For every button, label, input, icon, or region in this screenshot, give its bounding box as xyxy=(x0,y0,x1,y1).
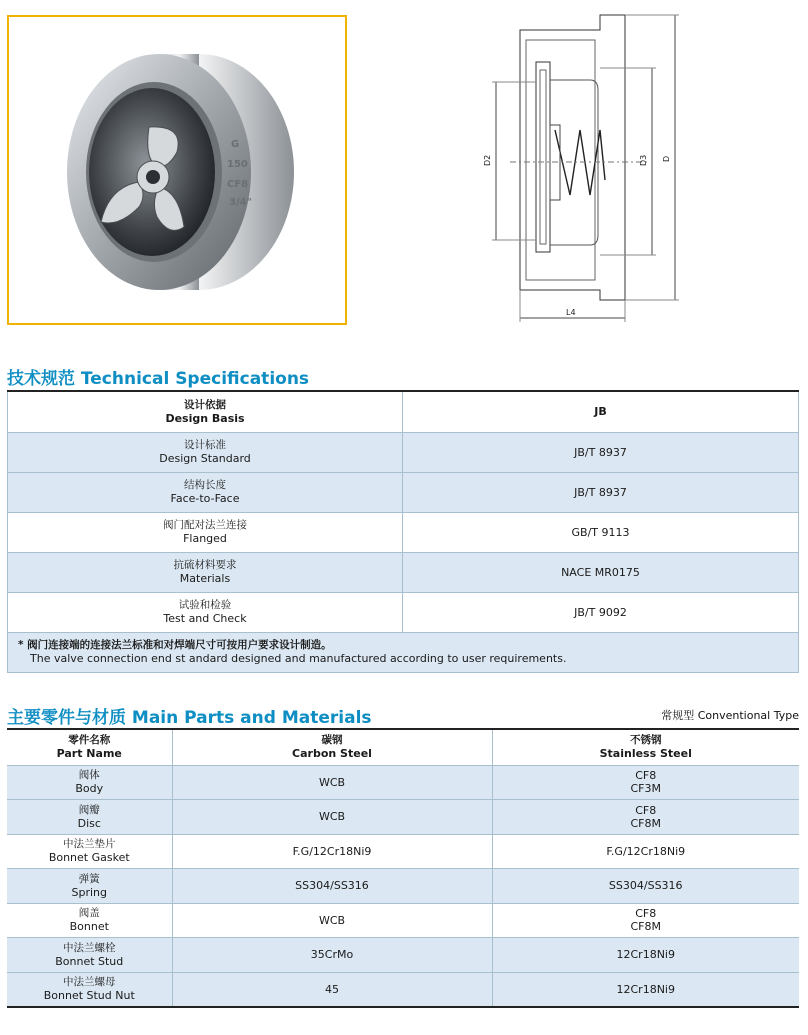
spec-row-en: Test and Check xyxy=(163,612,247,625)
carbon-steel-cell: WCB xyxy=(172,800,492,835)
part-name-cell xyxy=(7,869,172,904)
spec-row-value: GB/T 9113 xyxy=(403,512,799,552)
part-name-en: Bonnet Stud Nut xyxy=(43,989,135,1002)
stainless-value-alt: CF8M xyxy=(630,920,661,934)
parts-header-cell xyxy=(172,729,492,765)
spec-header-label xyxy=(8,391,403,432)
part-name-en: Disc xyxy=(77,816,101,830)
parts-row xyxy=(7,869,799,904)
part-name-en: Bonnet Stud xyxy=(55,954,124,968)
spec-header-value: JB xyxy=(403,391,799,432)
part-name-cn: 中法兰螺母 xyxy=(63,976,116,988)
cast-mark-size: 3/4" xyxy=(229,197,252,208)
spec-row-cn: 试验和检验 xyxy=(178,599,232,611)
part-name-cell xyxy=(7,938,172,973)
cast-mark-g: G xyxy=(231,139,240,150)
part-name-cell xyxy=(7,972,172,1007)
spec-row-label xyxy=(8,432,403,472)
check-valve-image xyxy=(9,17,345,323)
part-name-en: Spring xyxy=(71,885,107,899)
parts-row xyxy=(7,765,799,800)
spec-header-cn: 设计依据 xyxy=(184,398,226,411)
parts-header-cn: 零件名称 xyxy=(68,734,111,747)
spec-note-row xyxy=(8,632,799,672)
spec-row-label xyxy=(8,592,403,632)
spec-row-cn: 阀门配对法兰连接 xyxy=(163,519,247,531)
spec-row-en: Flanged xyxy=(183,532,227,545)
spec-row-en: Materials xyxy=(179,572,231,585)
part-name-cn: 阀盖 xyxy=(78,907,100,920)
parts-row xyxy=(7,903,799,938)
spec-row-label xyxy=(8,552,403,592)
parts-header-cn: 碳钢 xyxy=(321,734,343,747)
part-name-cn: 中法兰螺栓 xyxy=(63,941,116,954)
part-name-cell xyxy=(7,765,172,800)
part-name-cn: 阀瓣 xyxy=(78,803,100,816)
stainless-steel-cell: 12Cr18Ni9 xyxy=(492,972,799,1007)
spec-row-value: NACE MR0175 xyxy=(403,552,799,592)
spec-note xyxy=(8,632,799,672)
stainless-value: CF8 xyxy=(635,803,657,817)
stainless-value: CF8 xyxy=(635,769,657,783)
spec-table xyxy=(7,390,799,673)
parts-header-cn: 不锈钢 xyxy=(630,734,662,747)
stainless-steel-cell: 12Cr18Ni9 xyxy=(492,938,799,973)
parts-row xyxy=(7,800,799,835)
parts-table xyxy=(7,728,799,1008)
spec-row-cn: 设计标准 xyxy=(184,439,226,451)
parts-header-en: Stainless Steel xyxy=(599,747,692,761)
stainless-steel-cell xyxy=(492,800,799,835)
cross-section-drawing xyxy=(470,10,700,330)
parts-header-en: Carbon Steel xyxy=(292,747,372,761)
spec-note-cn: * 阀门连接端的连接法兰标准和对焊端尺寸可按用户要求设计制造。 xyxy=(18,639,332,651)
spec-row-cn: 抗硫材料要求 xyxy=(173,559,237,571)
spec-row-value: JB/T 8937 xyxy=(403,472,799,512)
part-name-cell xyxy=(7,903,172,938)
parts-header-cell xyxy=(7,729,172,765)
dim-d3-label: D3 xyxy=(639,154,648,166)
carbon-steel-cell: WCB xyxy=(172,765,492,800)
carbon-steel-cell: 45 xyxy=(172,972,492,1007)
dim-d2-label: D2 xyxy=(483,154,492,166)
spec-row-cn: 结构长度 xyxy=(184,479,226,491)
spec-row-en: Design Standard xyxy=(159,452,251,465)
part-name-en: Bonnet xyxy=(69,920,109,934)
part-name-cell xyxy=(7,800,172,835)
part-name-cn: 弹簧 xyxy=(78,872,100,885)
stainless-steel-cell xyxy=(492,765,799,800)
parts-section-title: 主要零件与材质 Main Parts and Materials xyxy=(7,708,372,728)
parts-row xyxy=(7,972,799,1007)
part-name-en: Body xyxy=(75,782,104,796)
spec-row xyxy=(8,512,799,552)
carbon-steel-cell: WCB xyxy=(172,903,492,938)
spec-row-value: JB/T 8937 xyxy=(403,432,799,472)
spec-row xyxy=(8,472,799,512)
dim-l4-label: L4 xyxy=(566,308,576,317)
parts-row xyxy=(7,938,799,973)
cast-mark-material: CF8 xyxy=(227,179,249,190)
spec-row-label xyxy=(8,512,403,552)
parts-header-en: Part Name xyxy=(56,747,122,761)
carbon-steel-cell: SS304/SS316 xyxy=(172,869,492,904)
parts-header-row xyxy=(7,729,799,765)
carbon-steel-cell: 35CrMo xyxy=(172,938,492,973)
conventional-type-label: 常规型 Conventional Type xyxy=(661,709,799,722)
stainless-value-alt: CF3M xyxy=(630,782,661,796)
part-name-en: Bonnet Gasket xyxy=(48,851,130,865)
spec-row-value: JB/T 9092 xyxy=(403,592,799,632)
parts-header-cell xyxy=(492,729,799,765)
stainless-steel-cell: F.G/12Cr18Ni9 xyxy=(492,834,799,869)
spec-row xyxy=(8,552,799,592)
spec-section-title: 技术规范 Technical Specifications xyxy=(7,369,310,389)
stainless-steel-cell: SS304/SS316 xyxy=(492,869,799,904)
part-name-cell xyxy=(7,834,172,869)
stainless-value: CF8 xyxy=(635,907,657,921)
dim-d-label: D xyxy=(662,155,671,162)
carbon-steel-cell: F.G/12Cr18Ni9 xyxy=(172,834,492,869)
part-name-cn: 阀体 xyxy=(78,769,100,782)
stainless-value-alt: CF8M xyxy=(630,816,661,830)
spec-row-label xyxy=(8,472,403,512)
spec-row xyxy=(8,432,799,472)
product-photo xyxy=(7,15,347,325)
parts-row xyxy=(7,834,799,869)
spec-row xyxy=(8,592,799,632)
spec-note-en: The valve connection end st andard designed and manufactured according to user requirements. xyxy=(30,652,567,665)
spec-row-en: Face-to-Face xyxy=(170,492,240,505)
spec-header-row xyxy=(8,391,799,432)
cast-mark-pressure: 150 xyxy=(227,159,248,170)
part-name-cn: 中法兰垫片 xyxy=(63,838,116,851)
stainless-steel-cell xyxy=(492,903,799,938)
spec-header-en: Design Basis xyxy=(165,411,245,425)
